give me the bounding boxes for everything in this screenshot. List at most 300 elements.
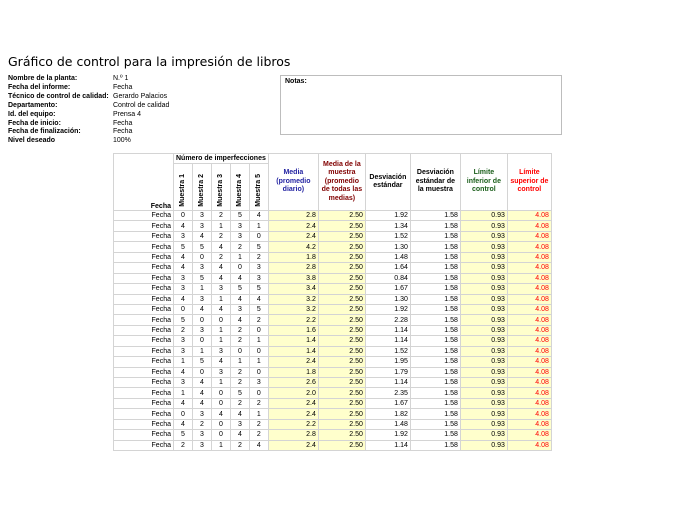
sample-mean-cell[interactable]: 2.50 xyxy=(318,398,365,408)
upper-limit-cell[interactable]: 4.08 xyxy=(507,378,551,388)
sample-mean-cell[interactable]: 2.50 xyxy=(318,357,365,367)
lower-limit-cell[interactable]: 0.93 xyxy=(460,357,507,367)
daily-mean-cell[interactable]: 3.2 xyxy=(268,294,318,304)
sample-mean-cell[interactable]: 2.50 xyxy=(318,388,365,398)
sample-cell[interactable]: 3 xyxy=(192,430,211,440)
date-cell[interactable]: Fecha xyxy=(114,294,174,304)
sample-std-dev-cell[interactable]: 1.58 xyxy=(410,273,460,283)
info-value[interactable]: Fecha xyxy=(113,83,133,91)
info-value[interactable]: 100% xyxy=(113,137,131,145)
lower-limit-cell[interactable]: 0.93 xyxy=(460,367,507,377)
upper-limit-cell[interactable]: 4.08 xyxy=(507,294,551,304)
std-dev-cell[interactable]: 1.48 xyxy=(365,252,410,262)
sample-mean-cell[interactable]: 2.50 xyxy=(318,273,365,283)
daily-mean-cell[interactable]: 2.2 xyxy=(268,419,318,429)
sample-cell[interactable]: 4 xyxy=(192,398,211,408)
table-row xyxy=(114,440,552,450)
date-cell[interactable]: Fecha xyxy=(114,242,174,252)
sample-cell[interactable]: 2 xyxy=(230,367,249,377)
sample-std-dev-cell[interactable]: 1.58 xyxy=(410,419,460,429)
sample-cell[interactable]: 1 xyxy=(211,325,230,335)
sample-std-dev-cell[interactable]: 1.58 xyxy=(410,409,460,419)
sample-cell[interactable]: 4 xyxy=(249,294,268,304)
upper-limit-cell[interactable]: 4.08 xyxy=(507,346,551,356)
date-cell[interactable]: Fecha xyxy=(114,430,174,440)
sample-cell[interactable]: 3 xyxy=(192,440,211,450)
sample-cell[interactable]: 3 xyxy=(211,284,230,294)
sample-std-dev-cell[interactable]: 1.58 xyxy=(410,357,460,367)
sample-mean-cell[interactable]: 2.50 xyxy=(318,252,365,262)
lower-limit-cell[interactable]: 0.93 xyxy=(460,378,507,388)
sample-cell[interactable]: 0 xyxy=(192,367,211,377)
sample-cell[interactable]: 5 xyxy=(230,284,249,294)
sample-cell[interactable]: 5 xyxy=(249,242,268,252)
daily-mean-cell[interactable]: 1.8 xyxy=(268,367,318,377)
std-dev-cell[interactable]: 1.52 xyxy=(365,346,410,356)
date-cell[interactable]: Fecha xyxy=(114,398,174,408)
sample-cell[interactable]: 0 xyxy=(192,252,211,262)
lower-limit-cell[interactable]: 0.93 xyxy=(460,325,507,335)
sample-cell[interactable]: 2 xyxy=(249,419,268,429)
daily-mean-cell[interactable]: 4.2 xyxy=(268,242,318,252)
sample-cell[interactable]: 4 xyxy=(211,304,230,314)
sample-mean-cell[interactable]: 2.50 xyxy=(318,231,365,241)
lower-limit-cell[interactable]: 0.93 xyxy=(460,252,507,262)
date-cell[interactable]: Fecha xyxy=(114,367,174,377)
sample-cell[interactable]: 2 xyxy=(249,315,268,325)
sample-cell[interactable]: 4 xyxy=(174,398,193,408)
std-dev-cell[interactable]: 1.52 xyxy=(365,231,410,241)
lower-limit-cell[interactable]: 0.93 xyxy=(460,315,507,325)
date-cell[interactable]: Fecha xyxy=(114,336,174,346)
lower-limit-cell[interactable]: 0.93 xyxy=(460,231,507,241)
sample-cell[interactable]: 3 xyxy=(192,409,211,419)
sample-cell[interactable]: 3 xyxy=(249,378,268,388)
sample-cell[interactable]: 0 xyxy=(249,346,268,356)
daily-mean-cell[interactable]: 2.4 xyxy=(268,231,318,241)
daily-mean-cell[interactable]: 2.6 xyxy=(268,378,318,388)
daily-mean-cell[interactable]: 2.4 xyxy=(268,398,318,408)
lower-limit-cell[interactable]: 0.93 xyxy=(460,294,507,304)
std-dev-cell[interactable]: 1.14 xyxy=(365,325,410,335)
daily-mean-cell[interactable]: 3.2 xyxy=(268,304,318,314)
sample-cell[interactable]: 3 xyxy=(174,378,193,388)
date-cell[interactable]: Fecha xyxy=(114,378,174,388)
sample-std-dev-cell[interactable]: 1.58 xyxy=(410,440,460,450)
sample-cell[interactable]: 2 xyxy=(230,378,249,388)
sample-cell[interactable]: 0 xyxy=(211,419,230,429)
std-dev-cell[interactable]: 1.64 xyxy=(365,263,410,273)
sample-std-dev-cell[interactable]: 1.58 xyxy=(410,263,460,273)
std-dev-cell[interactable]: 2.28 xyxy=(365,315,410,325)
std-dev-cell[interactable]: 1.14 xyxy=(365,336,410,346)
sample-cell[interactable]: 1 xyxy=(174,357,193,367)
sample-cell[interactable]: 0 xyxy=(249,325,268,335)
std-dev-cell[interactable]: 1.92 xyxy=(365,211,410,221)
sample-cell[interactable]: 2 xyxy=(211,231,230,241)
sample-cell[interactable]: 1 xyxy=(249,357,268,367)
daily-mean-cell[interactable]: 2.2 xyxy=(268,315,318,325)
sample-std-dev-cell[interactable]: 1.58 xyxy=(410,430,460,440)
upper-limit-cell[interactable]: 4.08 xyxy=(507,388,551,398)
sample-cell[interactable]: 0 xyxy=(211,398,230,408)
sample-cell[interactable]: 2 xyxy=(174,325,193,335)
std-dev-cell[interactable]: 2.35 xyxy=(365,388,410,398)
sample-cell[interactable]: 4 xyxy=(174,263,193,273)
sample-cell[interactable]: 2 xyxy=(174,440,193,450)
sample-cell[interactable]: 0 xyxy=(211,315,230,325)
sample-cell[interactable]: 2 xyxy=(249,252,268,262)
lower-limit-cell[interactable]: 0.93 xyxy=(460,409,507,419)
lower-limit-cell[interactable]: 0.93 xyxy=(460,346,507,356)
sample-cell[interactable]: 1 xyxy=(249,336,268,346)
daily-mean-cell[interactable]: 3.8 xyxy=(268,273,318,283)
sample-cell[interactable]: 1 xyxy=(249,409,268,419)
sample-cell[interactable]: 0 xyxy=(230,263,249,273)
sample-cell[interactable]: 0 xyxy=(230,346,249,356)
sample-cell[interactable]: 1 xyxy=(211,378,230,388)
sample-cell[interactable]: 0 xyxy=(192,336,211,346)
date-cell[interactable]: Fecha xyxy=(114,221,174,231)
sample-mean-cell[interactable]: 2.50 xyxy=(318,367,365,377)
sample-cell[interactable]: 4 xyxy=(230,315,249,325)
daily-mean-cell[interactable]: 2.4 xyxy=(268,440,318,450)
date-cell[interactable]: Fecha xyxy=(114,346,174,356)
table-row xyxy=(114,430,552,440)
sample-cell[interactable]: 2 xyxy=(211,211,230,221)
daily-mean-cell[interactable]: 2.4 xyxy=(268,357,318,367)
info-value[interactable]: Gerardo Palacios xyxy=(113,92,168,100)
sample-cell[interactable]: 3 xyxy=(174,231,193,241)
control-table xyxy=(113,153,552,451)
upper-limit-cell[interactable]: 4.08 xyxy=(507,325,551,335)
sample-cell[interactable]: 3 xyxy=(174,346,193,356)
sample-std-dev-cell[interactable]: 1.58 xyxy=(410,252,460,262)
sample-cell[interactable]: 4 xyxy=(211,242,230,252)
upper-limit-cell[interactable]: 4.08 xyxy=(507,440,551,450)
upper-limit-cell[interactable]: 4.08 xyxy=(507,430,551,440)
date-cell[interactable]: Fecha xyxy=(114,273,174,283)
date-cell[interactable]: Fecha xyxy=(114,315,174,325)
sample-cell[interactable]: 4 xyxy=(230,273,249,283)
sample-cell[interactable]: 4 xyxy=(174,221,193,231)
daily-mean-cell[interactable]: 2.8 xyxy=(268,263,318,273)
sample-mean-cell[interactable]: 2.50 xyxy=(318,346,365,356)
sample-cell[interactable]: 1 xyxy=(211,336,230,346)
sample-cell[interactable]: 3 xyxy=(230,231,249,241)
date-cell[interactable]: Fecha xyxy=(114,211,174,221)
sample-cell[interactable]: 5 xyxy=(174,430,193,440)
sample-cell[interactable]: 5 xyxy=(174,315,193,325)
upper-limit-cell[interactable]: 4.08 xyxy=(507,211,551,221)
sample-cell[interactable]: 5 xyxy=(192,242,211,252)
lower-limit-cell[interactable]: 0.93 xyxy=(460,263,507,273)
sample-cell[interactable]: 3 xyxy=(192,211,211,221)
sample-cell[interactable]: 3 xyxy=(230,304,249,314)
table-row xyxy=(114,367,552,377)
std-dev-cell[interactable]: 1.30 xyxy=(365,294,410,304)
info-value[interactable]: Prensa 4 xyxy=(113,110,142,118)
daily-mean-cell[interactable]: 2.8 xyxy=(268,211,318,221)
lower-limit-cell[interactable]: 0.93 xyxy=(460,211,507,221)
sample-cell[interactable]: 4 xyxy=(230,409,249,419)
sample-cell[interactable]: 4 xyxy=(249,211,268,221)
sample-mean-cell[interactable]: 2.50 xyxy=(318,325,365,335)
daily-mean-cell[interactable]: 1.6 xyxy=(268,325,318,335)
sample-cell[interactable]: 4 xyxy=(174,252,193,262)
sample-cell[interactable]: 0 xyxy=(249,388,268,398)
upper-limit-cell[interactable]: 4.08 xyxy=(507,304,551,314)
date-cell[interactable]: Fecha xyxy=(114,252,174,262)
sample-cell[interactable]: 4 xyxy=(211,357,230,367)
sample-std-dev-cell[interactable]: 1.58 xyxy=(410,388,460,398)
sample-mean-cell[interactable]: 2.50 xyxy=(318,242,365,252)
sample-cell[interactable]: 3 xyxy=(230,419,249,429)
sample-cell[interactable]: 1 xyxy=(230,252,249,262)
sample-cell[interactable]: 4 xyxy=(211,409,230,419)
sample-cell[interactable]: 0 xyxy=(249,367,268,377)
std-dev-cell[interactable]: 1.67 xyxy=(365,398,410,408)
sample-cell[interactable]: 2 xyxy=(192,419,211,429)
upper-limit-cell[interactable]: 4.08 xyxy=(507,242,551,252)
sample-mean-cell[interactable]: 2.50 xyxy=(318,284,365,294)
sample-cell[interactable]: 5 xyxy=(192,273,211,283)
info-value[interactable]: N.º 1 xyxy=(113,75,129,82)
lower-limit-cell[interactable]: 0.93 xyxy=(460,242,507,252)
sample-std-dev-cell[interactable]: 1.58 xyxy=(410,221,460,231)
std-dev-cell[interactable]: 1.48 xyxy=(365,419,410,429)
sample-cell[interactable]: 4 xyxy=(249,440,268,450)
sample-mean-cell[interactable]: 2.50 xyxy=(318,263,365,273)
sample-mean-cell[interactable]: 2.50 xyxy=(318,221,365,231)
upper-limit-cell[interactable]: 4.08 xyxy=(507,273,551,283)
std-dev-cell[interactable]: 1.79 xyxy=(365,367,410,377)
sample-cell[interactable]: 3 xyxy=(174,336,193,346)
notes-box[interactable] xyxy=(280,75,562,135)
sample-std-dev-cell[interactable]: 1.58 xyxy=(410,367,460,377)
sample-cell[interactable]: 3 xyxy=(249,273,268,283)
std-dev-cell[interactable]: 1.14 xyxy=(365,440,410,450)
upper-limit-cell[interactable]: 4.08 xyxy=(507,315,551,325)
info-label: Nivel deseado xyxy=(8,137,56,145)
sample-cell[interactable]: 4 xyxy=(211,273,230,283)
sample-mean-cell[interactable]: 2.50 xyxy=(318,430,365,440)
upper-limit-cell[interactable]: 4.08 xyxy=(507,221,551,231)
header-limite-superior: Límite superior de control xyxy=(507,154,551,211)
date-cell[interactable]: Fecha xyxy=(114,304,174,314)
sample-std-dev-cell[interactable]: 1.58 xyxy=(410,346,460,356)
std-dev-cell[interactable]: 1.14 xyxy=(365,378,410,388)
lower-limit-cell[interactable]: 0.93 xyxy=(460,430,507,440)
sample-std-dev-cell[interactable]: 1.58 xyxy=(410,284,460,294)
lower-limit-cell[interactable]: 0.93 xyxy=(460,419,507,429)
sample-cell[interactable]: 3 xyxy=(192,294,211,304)
info-value[interactable]: Fecha xyxy=(113,119,133,127)
sample-cell[interactable]: 3 xyxy=(211,346,230,356)
sample-cell[interactable]: 4 xyxy=(192,388,211,398)
date-cell[interactable]: Fecha xyxy=(114,388,174,398)
sample-cell[interactable]: 5 xyxy=(249,304,268,314)
sample-cell[interactable]: 0 xyxy=(174,409,193,419)
sample-cell[interactable]: 2 xyxy=(230,440,249,450)
std-dev-cell[interactable]: 1.34 xyxy=(365,221,410,231)
sample-cell[interactable]: 5 xyxy=(192,357,211,367)
std-dev-cell[interactable]: 1.95 xyxy=(365,357,410,367)
sample-cell[interactable]: 3 xyxy=(192,325,211,335)
sample-cell[interactable]: 2 xyxy=(230,325,249,335)
sample-cell[interactable]: 4 xyxy=(174,294,193,304)
info-row xyxy=(8,93,169,102)
sample-cell[interactable]: 3 xyxy=(174,273,193,283)
upper-limit-cell[interactable]: 4.08 xyxy=(507,284,551,294)
upper-limit-cell[interactable]: 4.08 xyxy=(507,252,551,262)
sample-mean-cell[interactable]: 2.50 xyxy=(318,419,365,429)
std-dev-cell[interactable]: 1.82 xyxy=(365,409,410,419)
sample-cell[interactable]: 4 xyxy=(192,231,211,241)
sample-mean-cell[interactable]: 2.50 xyxy=(318,211,365,221)
sample-mean-cell[interactable]: 2.50 xyxy=(318,294,365,304)
date-cell[interactable]: Fecha xyxy=(114,231,174,241)
sample-cell[interactable]: 0 xyxy=(211,388,230,398)
sample-std-dev-cell[interactable]: 1.58 xyxy=(410,304,460,314)
sample-cell[interactable]: 4 xyxy=(192,378,211,388)
sample-cell[interactable]: 0 xyxy=(249,231,268,241)
sample-mean-cell[interactable]: 2.50 xyxy=(318,336,365,346)
sample-cell[interactable]: 1 xyxy=(249,221,268,231)
upper-limit-cell[interactable]: 4.08 xyxy=(507,419,551,429)
sample-std-dev-cell[interactable]: 1.58 xyxy=(410,398,460,408)
daily-mean-cell[interactable]: 2.4 xyxy=(268,221,318,231)
info-value[interactable]: Control de calidad xyxy=(113,101,170,109)
upper-limit-cell[interactable]: 4.08 xyxy=(507,336,551,346)
sample-std-dev-cell[interactable]: 1.58 xyxy=(410,242,460,252)
info-panel xyxy=(8,75,169,146)
sample-mean-cell[interactable]: 2.50 xyxy=(318,304,365,314)
sample-cell[interactable]: 5 xyxy=(230,211,249,221)
std-dev-cell[interactable]: 1.67 xyxy=(365,284,410,294)
sample-cell[interactable]: 5 xyxy=(249,284,268,294)
sample-mean-cell[interactable]: 2.50 xyxy=(318,315,365,325)
sample-cell[interactable]: 4 xyxy=(230,294,249,304)
sample-cell[interactable]: 2 xyxy=(230,398,249,408)
upper-limit-cell[interactable]: 4.08 xyxy=(507,357,551,367)
sample-cell[interactable]: 4 xyxy=(174,419,193,429)
info-value[interactable]: Fecha xyxy=(113,128,133,136)
sample-cell[interactable]: 0 xyxy=(211,430,230,440)
sample-std-dev-cell[interactable]: 1.58 xyxy=(410,315,460,325)
table-row xyxy=(114,419,552,429)
sample-cell[interactable]: 0 xyxy=(174,304,193,314)
sample-cell[interactable]: 1 xyxy=(192,346,211,356)
daily-mean-cell[interactable]: 3.4 xyxy=(268,284,318,294)
sample-cell[interactable]: 1 xyxy=(211,440,230,450)
sample-std-dev-cell[interactable]: 1.58 xyxy=(410,231,460,241)
date-cell[interactable]: Fecha xyxy=(114,325,174,335)
sample-cell[interactable]: 4 xyxy=(174,367,193,377)
std-dev-cell[interactable]: 1.92 xyxy=(365,430,410,440)
sample-cell[interactable]: 2 xyxy=(249,398,268,408)
sample-cell[interactable]: 1 xyxy=(211,221,230,231)
daily-mean-cell[interactable]: 1.8 xyxy=(268,252,318,262)
sample-cell[interactable]: 4 xyxy=(230,430,249,440)
date-cell[interactable]: Fecha xyxy=(114,419,174,429)
sample-cell[interactable]: 1 xyxy=(211,294,230,304)
sample-cell[interactable]: 1 xyxy=(192,284,211,294)
std-dev-cell[interactable]: 1.30 xyxy=(365,242,410,252)
upper-limit-cell[interactable]: 4.08 xyxy=(507,409,551,419)
sample-cell[interactable]: 4 xyxy=(192,304,211,314)
sample-cell[interactable]: 5 xyxy=(174,242,193,252)
lower-limit-cell[interactable]: 0.93 xyxy=(460,284,507,294)
sample-cell[interactable]: 4 xyxy=(211,263,230,273)
daily-mean-cell[interactable]: 1.4 xyxy=(268,336,318,346)
date-cell[interactable]: Fecha xyxy=(114,263,174,273)
lower-limit-cell[interactable]: 0.93 xyxy=(460,304,507,314)
sample-std-dev-cell[interactable]: 1.58 xyxy=(410,378,460,388)
sample-std-dev-cell[interactable]: 1.58 xyxy=(410,336,460,346)
daily-mean-cell[interactable]: 2.0 xyxy=(268,388,318,398)
sample-std-dev-cell[interactable]: 1.58 xyxy=(410,211,460,221)
header-fecha: Fecha xyxy=(114,154,174,211)
sample-mean-cell[interactable]: 2.50 xyxy=(318,440,365,450)
sample-std-dev-cell[interactable]: 1.58 xyxy=(410,294,460,304)
std-dev-cell[interactable]: 1.92 xyxy=(365,304,410,314)
sample-mean-cell[interactable]: 2.50 xyxy=(318,378,365,388)
lower-limit-cell[interactable]: 0.93 xyxy=(460,273,507,283)
std-dev-cell[interactable]: 0.84 xyxy=(365,273,410,283)
sample-cell[interactable]: 1 xyxy=(174,388,193,398)
sample-cell[interactable]: 1 xyxy=(230,357,249,367)
sample-cell[interactable]: 0 xyxy=(192,315,211,325)
table-body xyxy=(114,211,552,451)
daily-mean-cell[interactable]: 2.8 xyxy=(268,430,318,440)
info-row xyxy=(8,84,169,93)
date-cell[interactable]: Fecha xyxy=(114,284,174,294)
date-cell[interactable]: Fecha xyxy=(114,357,174,367)
header-muestra-5: Muestra 5 xyxy=(249,164,268,211)
sample-std-dev-cell[interactable]: 1.58 xyxy=(410,325,460,335)
sample-cell[interactable]: 5 xyxy=(230,388,249,398)
upper-limit-cell[interactable]: 4.08 xyxy=(507,263,551,273)
upper-limit-cell[interactable]: 4.08 xyxy=(507,398,551,408)
lower-limit-cell[interactable]: 0.93 xyxy=(460,388,507,398)
table-row xyxy=(114,346,552,356)
date-cell[interactable]: Fecha xyxy=(114,409,174,419)
sample-cell[interactable]: 2 xyxy=(230,242,249,252)
sample-cell[interactable]: 3 xyxy=(249,263,268,273)
sample-cell[interactable]: 3 xyxy=(230,221,249,231)
sample-cell[interactable]: 3 xyxy=(174,284,193,294)
sample-cell[interactable]: 0 xyxy=(174,211,193,221)
header-muestra-4: Muestra 4 xyxy=(230,164,249,211)
lower-limit-cell[interactable]: 0.93 xyxy=(460,221,507,231)
date-cell[interactable]: Fecha xyxy=(114,440,174,450)
upper-limit-cell[interactable]: 4.08 xyxy=(507,367,551,377)
upper-limit-cell[interactable]: 4.08 xyxy=(507,231,551,241)
sample-mean-cell[interactable]: 2.50 xyxy=(318,409,365,419)
sample-cell[interactable]: 2 xyxy=(230,336,249,346)
lower-limit-cell[interactable]: 0.93 xyxy=(460,336,507,346)
sample-cell[interactable]: 2 xyxy=(249,430,268,440)
daily-mean-cell[interactable]: 2.4 xyxy=(268,409,318,419)
daily-mean-cell[interactable]: 1.4 xyxy=(268,346,318,356)
lower-limit-cell[interactable]: 0.93 xyxy=(460,398,507,408)
lower-limit-cell[interactable]: 0.93 xyxy=(460,440,507,450)
sample-cell[interactable]: 3 xyxy=(192,263,211,273)
sample-cell[interactable]: 3 xyxy=(192,221,211,231)
sample-cell[interactable]: 2 xyxy=(211,252,230,262)
sample-cell[interactable]: 3 xyxy=(211,367,230,377)
